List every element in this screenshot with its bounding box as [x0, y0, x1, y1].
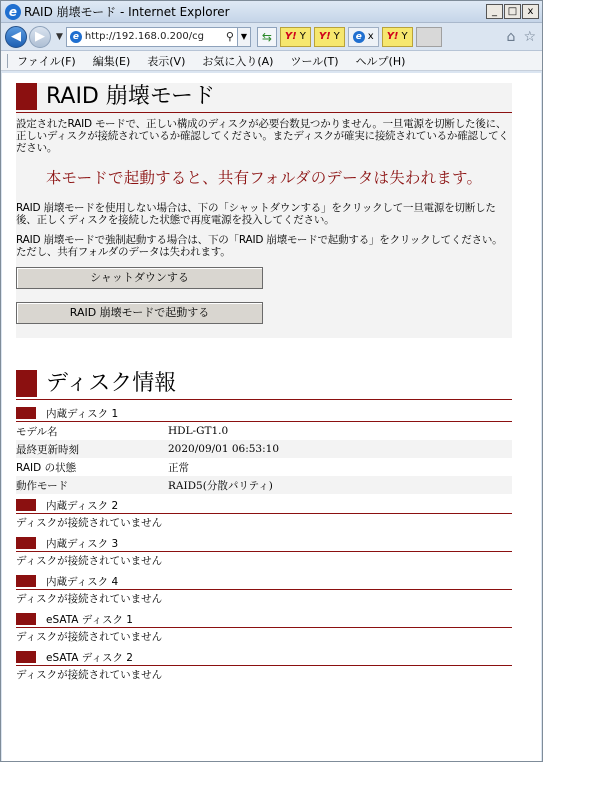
home-icon[interactable]: ⌂	[506, 28, 516, 45]
esata1-status: ディスクが接続されていません	[16, 631, 163, 643]
tab-label: Y	[299, 31, 306, 42]
heading-marker	[16, 370, 37, 397]
raid-section	[16, 83, 512, 338]
page-ie-icon: e	[70, 31, 82, 43]
row-value: 正常	[168, 461, 189, 474]
disk3-section	[16, 535, 512, 570]
subheading-marker	[16, 499, 36, 511]
maximize-button[interactable]: □	[504, 4, 521, 19]
close-button[interactable]: x	[522, 4, 539, 19]
disk4-heading	[16, 573, 512, 590]
row-label: 最終更新時刻	[16, 443, 79, 456]
raid-heading	[16, 83, 512, 113]
esata2-status: ディスクが接続されていません	[16, 669, 163, 681]
menu-edit[interactable]: 編集(E)	[92, 54, 131, 68]
subheading-marker	[16, 407, 36, 419]
row-value: RAID5(分散パリティ)	[168, 479, 273, 492]
row-label: RAID の状態	[16, 461, 77, 474]
force-raid-boot-button[interactable]: RAID 崩壊モードで起動する	[16, 302, 263, 324]
table-row	[16, 476, 512, 494]
disk1-name: 内蔵ディスク 1	[46, 407, 119, 420]
title-bar	[1, 1, 542, 23]
menu-tools[interactable]: ツール(T)	[290, 54, 339, 68]
tab-close-icon[interactable]: x	[367, 31, 374, 42]
refresh-icon[interactable]: ⇆	[257, 27, 277, 47]
address-bar[interactable]	[66, 27, 238, 47]
subheading-marker	[16, 613, 36, 625]
minimize-button[interactable]: _	[486, 4, 503, 19]
shutdown-instruction: RAID 崩壊モードを使用しない場合は、下の「シャットダウンする」をクリックして一旦電源を切断した後、正しくディスクを接続した状態で再度電源を投入してください。	[16, 202, 496, 226]
subheading-marker	[16, 651, 36, 663]
disk2-heading	[16, 497, 512, 514]
tab-yahoo-1[interactable]	[280, 27, 311, 47]
forward-button[interactable]: ▶	[29, 26, 51, 48]
page-ie-icon: e	[353, 31, 365, 43]
subheading-marker	[16, 537, 36, 549]
menu-file[interactable]: ファイル(F)	[17, 54, 76, 68]
yahoo-icon: Y!	[284, 31, 297, 42]
tab-yahoo-3[interactable]	[382, 27, 413, 47]
row-label: 動作モード	[16, 479, 69, 492]
menu-favorites[interactable]: お気に入り(A)	[202, 54, 274, 68]
disk2-status: ディスクが接続されていません	[16, 517, 163, 529]
row-label: モデル名	[16, 425, 58, 438]
address-url[interactable]: http://192.168.0.200/cg	[84, 31, 204, 42]
row-value: HDL-GT1.0	[168, 425, 229, 437]
disk-info-title: ディスク情報	[46, 371, 177, 396]
table-row	[16, 440, 512, 458]
page-title: RAID 崩壊モード	[46, 84, 215, 109]
heading-marker	[16, 83, 37, 110]
disk1-section	[16, 405, 512, 494]
favorites-star-icon[interactable]: ☆	[523, 28, 536, 45]
data-loss-warning: 本モードで起動すると、共有フォルダのデータは失われます。	[45, 169, 483, 187]
raid-description: 設定されたRAID モードで、正しい構成のディスクが必要台数見つかりません。一旦電源を切断した後に、正しいディスクが接続されているか確認してください。またディスクが確実に接続されているか確認してください。	[16, 118, 509, 154]
yahoo-icon: Y!	[318, 31, 331, 42]
back-button[interactable]: ◀	[5, 26, 27, 48]
yahoo-icon: Y!	[386, 31, 399, 42]
table-row	[16, 458, 512, 476]
disk1-heading	[16, 405, 512, 422]
menu-view[interactable]: 表示(V)	[147, 54, 186, 68]
tab-yahoo-2[interactable]	[314, 27, 345, 47]
menu-grip	[7, 54, 9, 68]
disk2-section	[16, 497, 512, 532]
subheading-marker	[16, 575, 36, 587]
window-title: RAID 崩壊モード - Internet Explorer	[24, 5, 230, 19]
esata1-section	[16, 611, 512, 646]
tab-current[interactable]	[348, 27, 379, 47]
disk3-name: 内蔵ディスク 3	[46, 537, 119, 550]
ie-logo-icon: e	[5, 4, 21, 20]
esata2-heading	[16, 649, 512, 666]
disk3-heading	[16, 535, 512, 552]
esata1-heading	[16, 611, 512, 628]
navigation-bar	[1, 23, 542, 51]
page-viewport	[2, 73, 541, 761]
menu-bar	[1, 51, 542, 71]
disk4-status: ディスクが接続されていません	[16, 593, 163, 605]
search-icon[interactable]: ⚲	[225, 30, 234, 43]
disk3-status: ディスクが接続されていません	[16, 555, 163, 567]
disk4-section	[16, 573, 512, 608]
history-dropdown-icon[interactable]: ▼	[56, 31, 63, 42]
shutdown-button[interactable]: シャットダウンする	[16, 267, 263, 289]
address-dropdown-icon[interactable]: ▼	[238, 27, 251, 47]
disk-info-heading	[16, 370, 512, 400]
tab-label: Y	[401, 31, 408, 42]
force-boot-instruction: RAID 崩壊モードで強制起動する場合は、下の「RAID 崩壊モードで起動する」をクリックしてください。ただし、共有フォルダのデータは失われます。	[16, 234, 503, 258]
esata2-section	[16, 649, 512, 684]
new-tab-button[interactable]	[416, 27, 442, 47]
esata2-name: eSATA ディスク 2	[46, 651, 133, 664]
row-value: 2020/09/01 06:53:10	[168, 443, 280, 455]
disk4-name: 内蔵ディスク 4	[46, 575, 119, 588]
disk2-name: 内蔵ディスク 2	[46, 499, 119, 512]
esata1-name: eSATA ディスク 1	[46, 613, 133, 626]
tab-label: Y	[333, 31, 340, 42]
menu-help[interactable]: ヘルプ(H)	[355, 54, 406, 68]
table-row	[16, 422, 512, 440]
